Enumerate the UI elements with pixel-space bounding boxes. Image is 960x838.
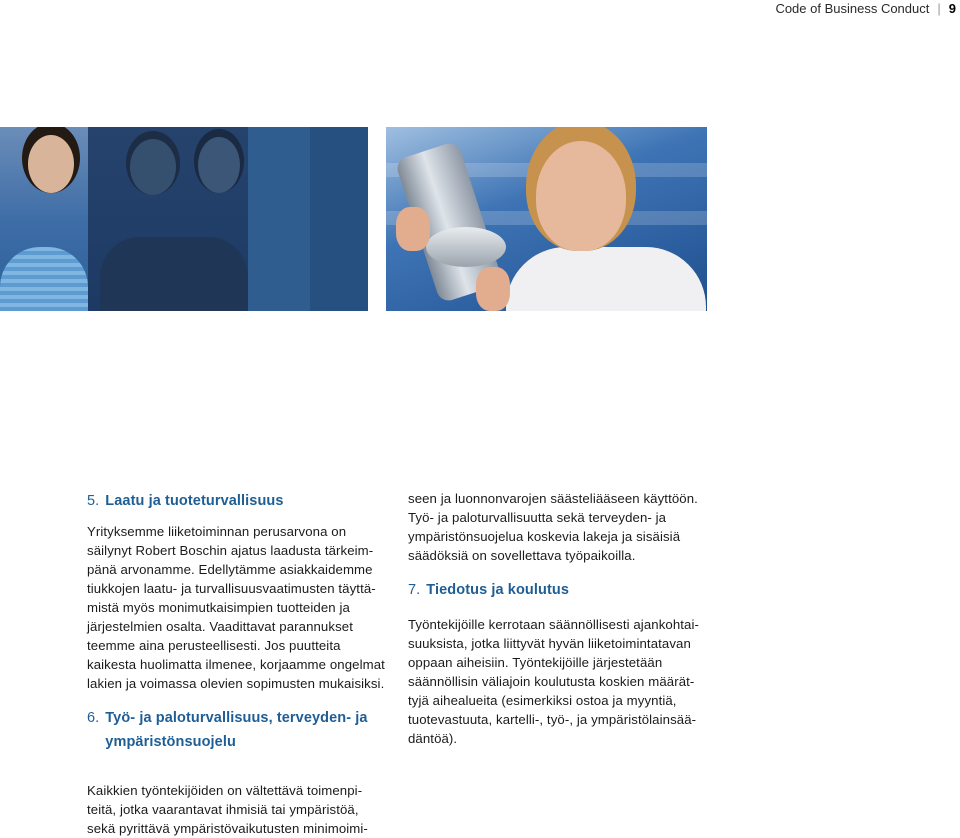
photo-panel	[248, 127, 310, 311]
section-5-heading	[87, 489, 387, 513]
section-title-line: Työ- ja paloturvallisuus, terveyden- ja	[105, 710, 368, 726]
section-title: Tiedotus ja koulutus	[426, 582, 570, 598]
section-6-heading	[87, 706, 387, 754]
person-shirt	[100, 237, 248, 311]
page-number: 9	[948, 0, 956, 16]
photo-panel	[310, 127, 368, 311]
worker-hand	[476, 267, 510, 311]
section-number: 6.	[87, 710, 100, 726]
person-shirt	[0, 247, 88, 311]
section-6-body-start: Kaikkien työntekijöiden on vältettävä toimenpi- teitä, jotka vaarantavat ihmisiä tai ympäristöä, sekä pyrittävä ympäristövaikutusten minimoimi-	[87, 783, 368, 836]
component-disc	[426, 227, 506, 267]
section-number: 5.	[87, 493, 100, 509]
text-column-left	[87, 489, 387, 754]
section-title	[105, 706, 367, 754]
page-header	[775, 0, 960, 16]
person-head	[28, 135, 74, 193]
section-7-heading	[408, 578, 713, 602]
worker-hand	[396, 207, 430, 251]
text-column-right	[408, 489, 713, 748]
lab-coat	[506, 247, 706, 311]
section-6-body-continued: seen ja luonnonvarojen säästeliääseen käyttöön. Työ- ja paloturvallisuutta sekä terveyden- ja ympäristönsuojelua koskevia lakeja ja sisäisiä säädöksiä on sovellettava työpaikoilla.	[408, 491, 698, 563]
section-title-line: ympäristönsuojelu	[105, 734, 236, 750]
section-title: Laatu ja tuoteturvallisuus	[105, 493, 284, 509]
header-separator: |	[937, 0, 941, 16]
section-5-body: Yrityksemme liiketoiminnan perusarvona on säilynyt Robert Boschin ajatus laadusta tärkeim- pänä arvonamme. Edellytämme asiakkaidemme tiukkojen laatu- ja turvallisuusvaatimusten täyttä- mistä myös monimutkaisimpien tuotteiden ja järjestelmien osalta. Vaadittavat parannukset teemme aina perusteellisesti. Jos puutteita kaikesta huolimatta ilmenee, korjaamme ongelmat lakien ja voimassa olevien sopimusten mukaisiksi.	[87, 524, 385, 691]
section-number: 7.	[408, 582, 421, 598]
text-column-bottom	[87, 781, 387, 838]
section-7-body: Työntekijöille kerrotaan säännöllisesti ajankohtai- suuksista, jotka liittyvät hyvän liiketoimintatavan oppaan aiheisiin. Työntekijöille järjestetään säännöllisin väliajoin koulutusta koskien määrät- tyjä aihealueita (esimerkiksi ostoa ja myyntiä, tuotevastuuta, kartelli-, työ-, ja ympäristölainsää- däntöä).	[408, 617, 699, 746]
document-title: Code of Business Conduct	[775, 0, 930, 16]
worker-inspecting-part-photo	[386, 127, 707, 311]
person-head	[130, 139, 176, 195]
person-head	[198, 137, 240, 193]
office-people-photo	[0, 127, 368, 311]
worker-face	[536, 141, 626, 251]
